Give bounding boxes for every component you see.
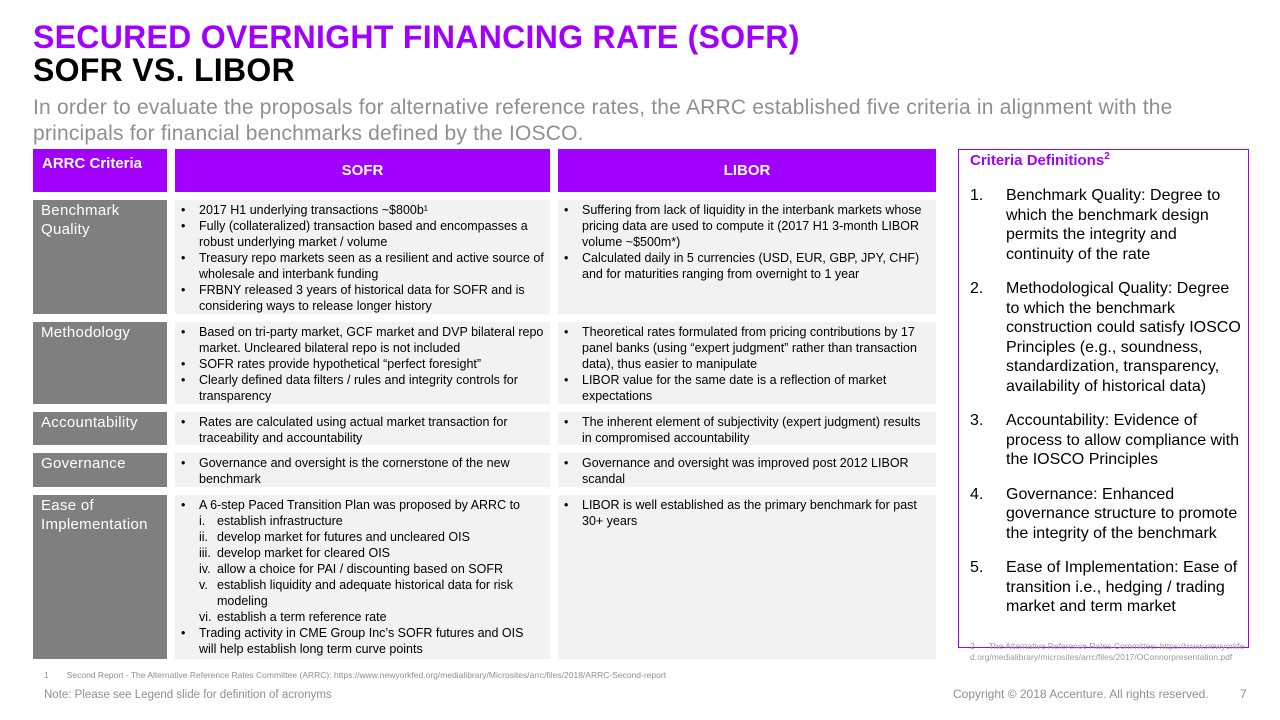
definition-item [970, 186, 1248, 264]
transition-steps-list [199, 513, 544, 625]
slide-title: SECURED OVERNIGHT FINANCING RATE (SOFR) [33, 19, 800, 55]
intro-text: In order to evaluate the proposals for alternative reference rates, the ARRC established five criteria in alignment with the principals for financial benchmarks defined by the IOSCO. [33, 96, 1173, 145]
slide-subtitle: SOFR VS. LIBOR [33, 52, 295, 88]
sofr-accountability-cell [175, 412, 550, 445]
step-text: establish liquidity and adequate historical data for risk modeling [217, 578, 514, 608]
sofr-header: SOFR [175, 149, 550, 192]
step-number: v. [199, 578, 208, 592]
definition-number: 2. [970, 280, 984, 297]
step-number: vi. [199, 610, 212, 624]
copyright: Copyright © 2018 Accenture. All rights reserved. [953, 687, 1209, 701]
libor-header: LIBOR [558, 149, 936, 192]
step-text: develop market for futures and uncleared OIS [217, 530, 470, 544]
definitions-list [970, 186, 1248, 617]
list-item [199, 529, 544, 545]
bullet-item: • Fully (collateralized) transaction based and encompasses a robust underlying market / volume [181, 218, 544, 250]
sofr-governance-cell [175, 453, 550, 487]
page-number: 7 [1240, 687, 1247, 701]
bullet-item: • Governance and oversight is the cornerstone of the new benchmark [181, 455, 544, 487]
definition-item [970, 558, 1248, 617]
bullet-item: • Rates are calculated using actual market transaction for traceability and accountability [181, 414, 544, 446]
bullet-item: • SOFR rates provide hypothetical “perfect foresight” [181, 356, 544, 372]
row-label-methodology: Methodology [33, 322, 167, 404]
bullet-item: • Governance and oversight was improved post 2012 LIBOR scandal [564, 455, 930, 487]
list-item [199, 577, 544, 609]
bullet-item: • Theoretical rates formulated from pricing contributions by 17 panel banks (using “expert judgment” rather than transaction data), thus easier to manipulate [564, 324, 930, 372]
step-text: develop market for cleared OIS [217, 546, 390, 560]
sofr-methodology-cell [175, 322, 550, 404]
list-item [199, 513, 544, 529]
definitions-title: Criteria Definitions$^2$ [970, 151, 1110, 169]
definition-number: 5. [970, 559, 984, 576]
list-item [199, 545, 544, 561]
libor-accountability-cell [558, 412, 936, 445]
bullet-item: • 2017 H1 underlying transactions ~$800b¹ [181, 202, 544, 218]
definition-number: 1. [970, 187, 984, 204]
libor-methodology-cell [558, 322, 936, 404]
step-number: i. [199, 514, 206, 528]
row-label-ease-of-implementation: Ease of Implementation [33, 495, 167, 659]
bullet-item [181, 497, 544, 625]
step-number: iii. [199, 546, 211, 560]
step-text: establish a term reference rate [217, 610, 387, 624]
bullet-item: • LIBOR is well established as the primary benchmark for past 30+ years [564, 497, 930, 529]
libor-ease-of-implementation-cell [558, 495, 936, 659]
bullet-item: • Suffering from lack of liquidity in the interbank markets whose pricing data are used to compute it (2017 H1 3-month LIBOR volume ~$500m*) [564, 202, 930, 250]
acronym-note: Note: Please see Legend slide for definition of acronyms [44, 689, 332, 701]
definition-text: Benchmark Quality: Degree to which the benchmark design permits the integrity and continuity of the rate [1006, 187, 1221, 263]
definition-text: Ease of Implementation: Ease of transition i.e., hedging / trading market and term market [1006, 559, 1238, 615]
definition-text: Methodological Quality: Degree to which the benchmark construction could satisfy IOSCO Principles (e.g., soundness, standardization, transparency, availability of historical data) [1006, 280, 1241, 395]
definition-item [970, 485, 1248, 544]
bullet-item: • LIBOR value for the same date is a reflection of market expectations [564, 372, 930, 404]
list-item [199, 561, 544, 577]
bullet-item: • Calculated daily in 5 currencies (USD, EUR, GBP, JPY, CHF) and for maturities ranging from overnight to 1 year [564, 250, 930, 282]
libor-benchmark-quality-cell [558, 200, 936, 314]
footnote-marker: 2 [1104, 151, 1110, 162]
step-number: iv. [199, 562, 211, 576]
definition-number: 4. [970, 485, 984, 503]
bullet-item: • The inherent element of subjectivity (expert judgment) results in compromised accountability [564, 414, 930, 446]
bullet-item: • Trading activity in CME Group Inc’s SOFR futures and OIS will help establish long term curve points [181, 625, 544, 657]
bullet-item: • Treasury repo markets seen as a resilient and active source of wholesale and interbank funding [181, 250, 544, 282]
criteria-definitions-panel [958, 149, 1249, 662]
sofr-benchmark-quality-cell [175, 200, 550, 314]
definition-text: Accountability: Evidence of process to allow compliance with the IOSCO Principles [1006, 412, 1239, 468]
row-label-accountability: Accountability [33, 412, 167, 445]
step-text: allow a choice for PAI / discounting based on SOFR [217, 562, 504, 576]
definitions-footnote: 2 The Alternative Reference Rates Committee: https://www.newyorkfed.org/medialibrary/microsites/arrc/files/2017/OConnorpresentation.pdf [970, 641, 1245, 662]
definition-item [970, 411, 1248, 470]
bullet-item: • FRBNY released 3 years of historical data for SOFR and is considering ways to release longer history [181, 282, 544, 314]
step-number: ii. [199, 530, 209, 544]
row-label-governance: Governance [33, 453, 167, 487]
bullet-text: A 6-step Paced Transition Plan was proposed by ARRC to [199, 498, 521, 512]
row-label-benchmark-quality: Benchmark Quality [33, 200, 167, 314]
criteria-header: ARRC Criteria [33, 149, 167, 192]
definition-item [970, 279, 1248, 396]
list-item [199, 609, 544, 625]
bullet-item: • Clearly defined data filters / rules and integrity controls for transparency [181, 372, 544, 404]
footnote: 1 Second Report - The Alternative Reference Rates Committee (ARRC): https://www.newyorkfed.org/medialibrary/Microsites/arrc/files/2018/ARRC-Second-report [44, 670, 667, 680]
libor-governance-cell [558, 453, 936, 487]
definition-number: 3. [970, 412, 984, 429]
bullet-item: • Based on tri-party market, GCF market and DVP bilateral repo market. Uncleared bilateral repo is not included [181, 324, 544, 356]
definition-text: Governance: Enhanced governance structure to promote the integrity of the benchmark [1006, 485, 1238, 542]
sofr-ease-of-implementation-cell [175, 495, 550, 659]
step-text: establish infrastructure [217, 514, 343, 528]
